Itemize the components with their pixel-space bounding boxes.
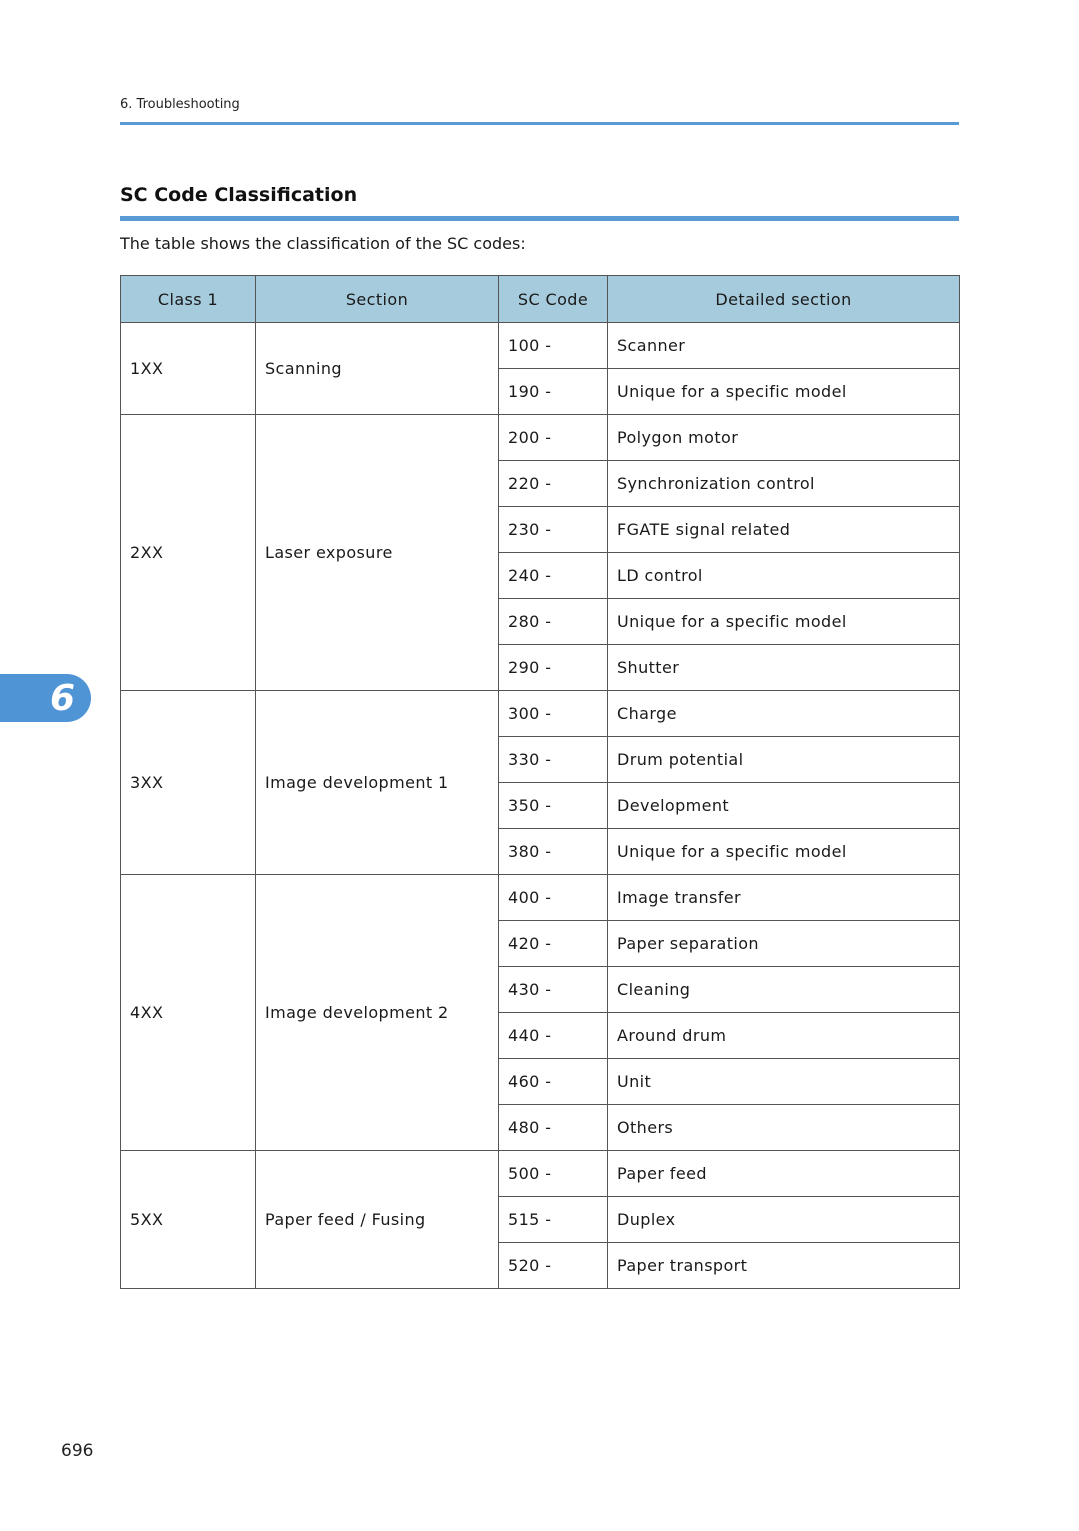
sc-code-cell: 460 - xyxy=(499,1059,608,1105)
sc-code-cell: 350 - xyxy=(499,783,608,829)
detailed-section-cell: Unique for a specific model xyxy=(608,369,960,415)
detailed-section-cell: Paper transport xyxy=(608,1243,960,1289)
detailed-section-cell: Shutter xyxy=(608,645,960,691)
column-header-class: Class 1 xyxy=(121,276,256,323)
sc-code-cell: 190 - xyxy=(499,369,608,415)
detailed-section-cell: Image transfer xyxy=(608,875,960,921)
detailed-section-cell: Cleaning xyxy=(608,967,960,1013)
title-rule xyxy=(120,216,959,221)
table-row xyxy=(121,1151,960,1197)
table-row xyxy=(121,415,960,461)
sc-code-cell: 420 - xyxy=(499,921,608,967)
table-header-row xyxy=(121,276,960,323)
sc-code-cell: 500 - xyxy=(499,1151,608,1197)
class-cell: 5XX xyxy=(121,1151,256,1289)
column-header-section: Section xyxy=(256,276,499,323)
column-header-sc-code: SC Code xyxy=(499,276,608,323)
detailed-section-cell: FGATE signal related xyxy=(608,507,960,553)
detailed-section-cell: Paper separation xyxy=(608,921,960,967)
sc-code-cell: 100 - xyxy=(499,323,608,369)
class-cell: 1XX xyxy=(121,323,256,415)
sc-classification-table xyxy=(120,275,960,1289)
sc-code-cell: 220 - xyxy=(499,461,608,507)
sc-code-cell: 290 - xyxy=(499,645,608,691)
class-cell: 4XX xyxy=(121,875,256,1151)
sc-code-cell: 440 - xyxy=(499,1013,608,1059)
detailed-section-cell: LD control xyxy=(608,553,960,599)
detailed-section-cell: Synchronization control xyxy=(608,461,960,507)
detailed-section-cell: Unit xyxy=(608,1059,960,1105)
section-title: SC Code Classification xyxy=(120,184,358,206)
running-head: 6. Troubleshooting xyxy=(120,97,240,112)
sc-code-cell: 330 - xyxy=(499,737,608,783)
sc-code-cell: 430 - xyxy=(499,967,608,1013)
column-header-detailed-section: Detailed section xyxy=(608,276,960,323)
section-cell: Image development 1 xyxy=(256,691,499,875)
detailed-section-cell: Duplex xyxy=(608,1197,960,1243)
table-body xyxy=(121,323,960,1289)
section-cell: Image development 2 xyxy=(256,875,499,1151)
detailed-section-cell: Others xyxy=(608,1105,960,1151)
table-row xyxy=(121,691,960,737)
detailed-section-cell: Drum potential xyxy=(608,737,960,783)
sc-code-cell: 300 - xyxy=(499,691,608,737)
class-cell: 3XX xyxy=(121,691,256,875)
table-row xyxy=(121,875,960,921)
detailed-section-cell: Unique for a specific model xyxy=(608,829,960,875)
page-number: 696 xyxy=(61,1441,94,1461)
sc-code-cell: 515 - xyxy=(499,1197,608,1243)
detailed-section-cell: Unique for a specific model xyxy=(608,599,960,645)
section-cell: Laser exposure xyxy=(256,415,499,691)
chapter-tab: 6 xyxy=(0,674,91,722)
class-cell: 2XX xyxy=(121,415,256,691)
detailed-section-cell: Scanner xyxy=(608,323,960,369)
sc-code-cell: 400 - xyxy=(499,875,608,921)
sc-code-cell: 520 - xyxy=(499,1243,608,1289)
header-rule xyxy=(120,122,959,125)
sc-code-cell: 480 - xyxy=(499,1105,608,1151)
detailed-section-cell: Around drum xyxy=(608,1013,960,1059)
table-row xyxy=(121,323,960,369)
sc-code-cell: 240 - xyxy=(499,553,608,599)
detailed-section-cell: Paper feed xyxy=(608,1151,960,1197)
sc-code-cell: 380 - xyxy=(499,829,608,875)
section-cell: Paper feed / Fusing xyxy=(256,1151,499,1289)
sc-code-cell: 280 - xyxy=(499,599,608,645)
section-cell: Scanning xyxy=(256,323,499,415)
detailed-section-cell: Charge xyxy=(608,691,960,737)
detailed-section-cell: Development xyxy=(608,783,960,829)
sc-code-cell: 230 - xyxy=(499,507,608,553)
detailed-section-cell: Polygon motor xyxy=(608,415,960,461)
intro-text: The table shows the classification of the SC codes: xyxy=(120,234,526,253)
sc-code-cell: 200 - xyxy=(499,415,608,461)
